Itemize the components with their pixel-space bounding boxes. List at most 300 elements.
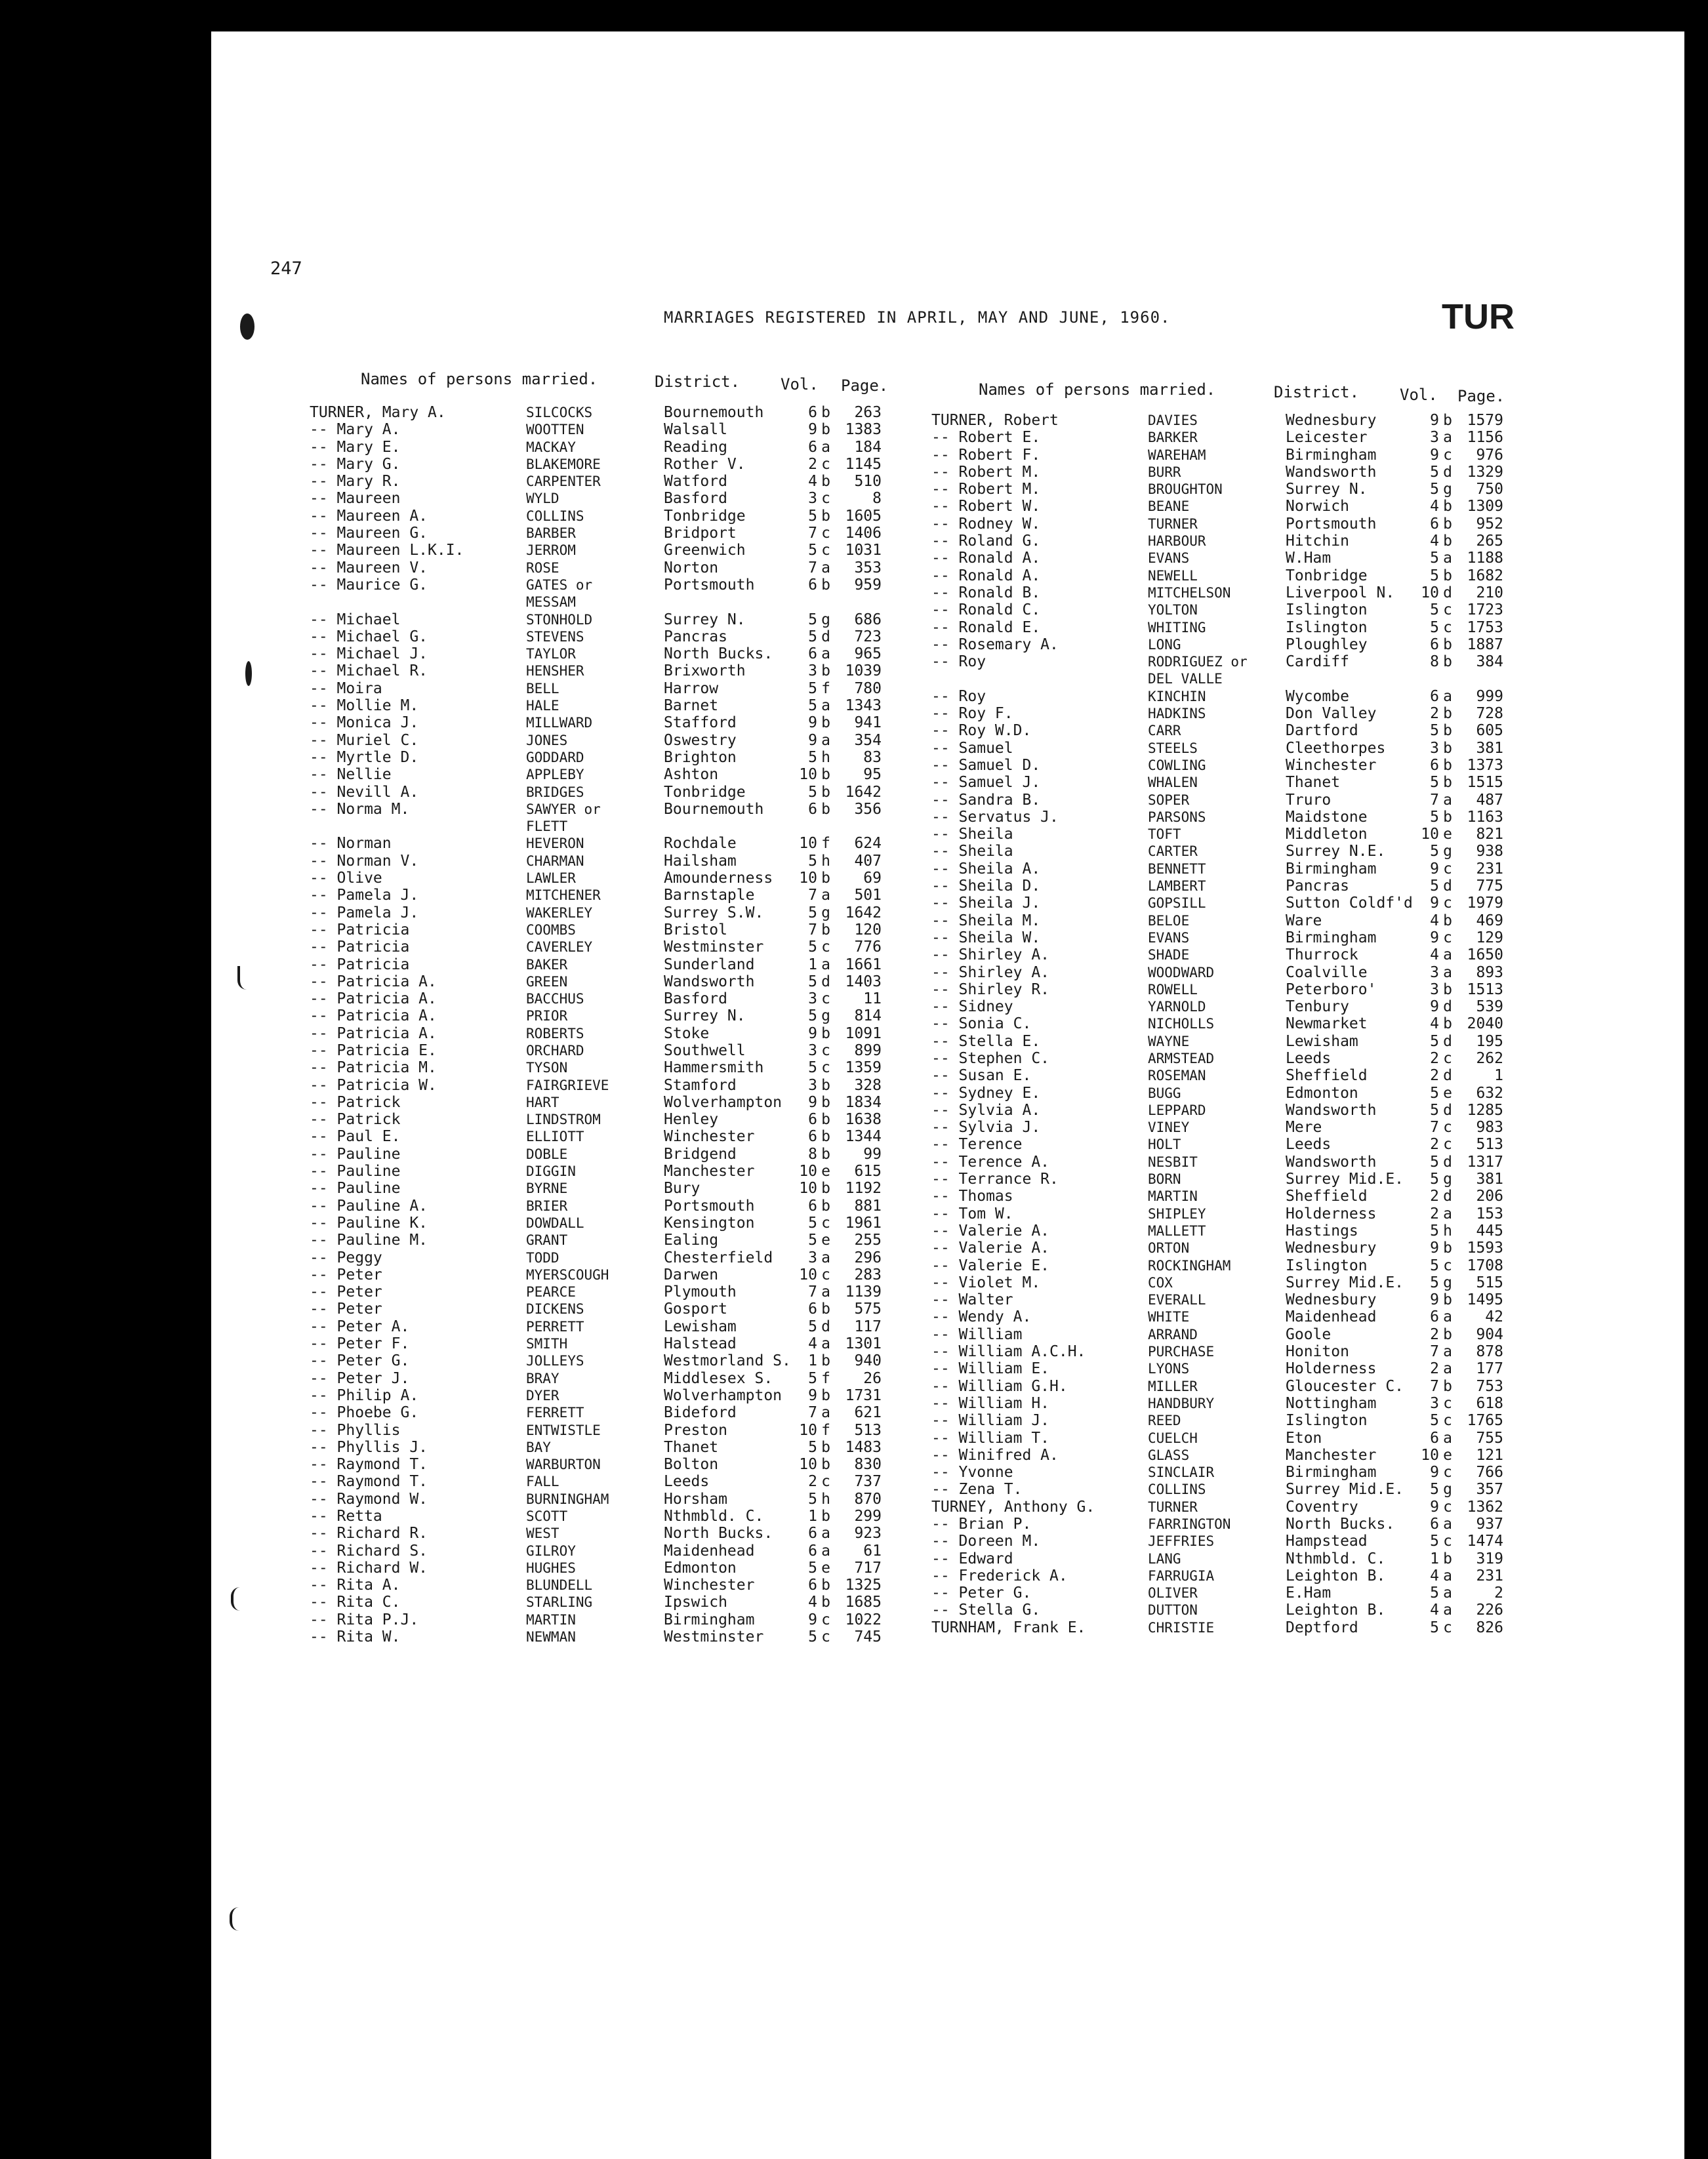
entry-page: 407 bbox=[854, 852, 882, 870]
entry-page: 1309 bbox=[1467, 498, 1503, 515]
entry-name: -- Valerie A. bbox=[931, 1240, 1050, 1257]
entry-volume: 10 bbox=[799, 1456, 817, 1474]
entry-volume: 9 bbox=[808, 1093, 817, 1111]
entry-volume-part: b bbox=[1443, 636, 1452, 653]
entry-row bbox=[931, 1619, 1503, 1636]
entry-row bbox=[931, 601, 1503, 618]
entry-row bbox=[310, 1352, 882, 1369]
entry-volume: 5 bbox=[808, 1490, 817, 1508]
entry-volume: 9 bbox=[1430, 929, 1439, 946]
entry-name: -- Samuel J. bbox=[931, 774, 1041, 792]
entry-volume-part: b bbox=[1443, 1377, 1452, 1395]
entry-page: 1753 bbox=[1467, 618, 1503, 636]
entry-district: Norton bbox=[664, 559, 719, 576]
entry-spouse: TYSON bbox=[526, 1060, 568, 1076]
entry-volume: 5 bbox=[1430, 463, 1439, 481]
entry-page: 755 bbox=[1476, 1429, 1503, 1447]
entry-volume-part: b bbox=[1443, 705, 1452, 723]
entry-volume: 3 bbox=[1430, 1394, 1439, 1412]
entry-name: -- Maureen G. bbox=[310, 525, 428, 542]
entry-volume-part: a bbox=[821, 697, 830, 715]
entry-name: -- Frederick A. bbox=[931, 1567, 1068, 1584]
entry-name: -- Pauline M. bbox=[310, 1232, 428, 1249]
entry-name: -- Valerie E. bbox=[931, 1257, 1050, 1274]
entry-page: 265 bbox=[1476, 533, 1503, 550]
entry-district: Leicester bbox=[1286, 429, 1368, 447]
entry-spouse: HUGHES bbox=[526, 1560, 576, 1576]
entry-volume-part: a bbox=[821, 1335, 830, 1353]
entry-page: 1156 bbox=[1467, 429, 1503, 447]
entry-volume bbox=[788, 818, 817, 835]
entry-volume: 5 bbox=[1430, 1084, 1439, 1102]
entry-volume: 9 bbox=[1430, 446, 1439, 464]
entry-row bbox=[310, 973, 882, 990]
entry-spouse: LINDSTROM bbox=[526, 1112, 601, 1128]
entry-row bbox=[310, 576, 882, 594]
entry-spouse: BAY bbox=[526, 1439, 551, 1455]
entry-page: 1139 bbox=[845, 1283, 882, 1301]
entry-name: -- Stella E. bbox=[931, 1032, 1041, 1050]
entry-volume-part: c bbox=[1443, 929, 1452, 946]
entry-volume: 5 bbox=[1430, 550, 1439, 567]
entry-district bbox=[664, 818, 788, 835]
entry-volume-part: c bbox=[821, 1266, 830, 1283]
entry-volume: 5 bbox=[808, 628, 817, 645]
entry-district: Birmingham bbox=[1286, 929, 1377, 946]
entry-spouse: BACCHUS bbox=[526, 991, 584, 1007]
entry-volume-part: a bbox=[1443, 550, 1452, 567]
entry-spouse: CARR bbox=[1148, 723, 1181, 739]
entry-name: -- Pauline bbox=[310, 1180, 401, 1198]
entry-volume-part: e bbox=[1443, 1446, 1452, 1464]
entry-volume: 2 bbox=[1430, 1188, 1439, 1205]
entry-volume-part: f bbox=[821, 835, 830, 853]
entry-name: -- Roy W.D. bbox=[931, 722, 1032, 740]
entry-page: 940 bbox=[854, 1352, 882, 1370]
entry-name: TURNEY, Anthony G. bbox=[931, 1498, 1095, 1516]
entry-page: 195 bbox=[1476, 1032, 1503, 1050]
entry-district: Winchester bbox=[1286, 756, 1377, 774]
entry-volume: 10 bbox=[799, 1180, 817, 1198]
entry-row bbox=[310, 559, 882, 576]
entry-row bbox=[931, 1360, 1503, 1377]
entry-page: 445 bbox=[1476, 1222, 1503, 1240]
entry-district: Leighton B. bbox=[1286, 1602, 1386, 1619]
entry-row bbox=[310, 1594, 882, 1611]
entry-row bbox=[310, 404, 882, 421]
entry-row bbox=[931, 584, 1503, 601]
entry-district: Pancras bbox=[664, 628, 727, 645]
entry-volume: 2 bbox=[808, 455, 817, 473]
entry-page: 923 bbox=[854, 1525, 882, 1543]
entry-name: TURNHAM, Frank E. bbox=[931, 1619, 1086, 1636]
entry-district: Eton bbox=[1286, 1429, 1322, 1447]
entry-row bbox=[310, 1059, 882, 1076]
entry-volume: 6 bbox=[808, 438, 817, 456]
entry-volume-part: c bbox=[1443, 860, 1452, 878]
entry-name: -- Norma M. bbox=[310, 800, 410, 818]
entry-spouse: LYONS bbox=[1148, 1361, 1190, 1377]
entry-volume: 5 bbox=[1430, 722, 1439, 740]
entry-page: 775 bbox=[1476, 878, 1503, 895]
entry-district: Holderness bbox=[1286, 1360, 1377, 1378]
entry-volume: 6 bbox=[808, 1128, 817, 1146]
entry-row bbox=[931, 653, 1503, 670]
entry-page: 686 bbox=[854, 611, 882, 628]
entry-name: -- Ronald C. bbox=[931, 601, 1041, 619]
entry-name: -- Michael G. bbox=[310, 628, 428, 645]
entry-volume-part: b bbox=[1443, 980, 1452, 998]
entry-row bbox=[931, 1326, 1503, 1343]
entry-volume-part: c bbox=[1443, 1464, 1452, 1482]
entry-volume: 10 bbox=[1421, 584, 1439, 601]
entry-volume-part: e bbox=[1443, 826, 1452, 843]
entry-page: 1605 bbox=[845, 507, 882, 525]
entry-district: Watford bbox=[664, 473, 727, 491]
entry-page: 1406 bbox=[845, 525, 882, 542]
entry-spouse: CHARMAN bbox=[526, 853, 584, 869]
entry-district: Wycombe bbox=[1286, 687, 1349, 705]
entry-row bbox=[310, 904, 882, 921]
entry-spouse: MACKAY bbox=[526, 439, 576, 455]
entry-row bbox=[931, 412, 1503, 429]
entry-row bbox=[931, 1550, 1503, 1567]
entry-page: 1022 bbox=[845, 1611, 882, 1628]
entry-district: Don Valley bbox=[1286, 705, 1377, 723]
page-number: 247 bbox=[270, 258, 302, 279]
entry-name: -- Ronald A. bbox=[931, 567, 1041, 584]
entry-name: -- Raymond T. bbox=[310, 1473, 428, 1491]
entry-row bbox=[931, 1085, 1503, 1102]
entry-volume-part: a bbox=[1443, 1584, 1452, 1602]
entry-district: Basford bbox=[664, 490, 727, 508]
entry-spouse: STONHOLD bbox=[526, 611, 593, 628]
entry-volume: 4 bbox=[1430, 498, 1439, 515]
entry-volume: 10 bbox=[1421, 826, 1439, 843]
entry-volume-part: b bbox=[1443, 412, 1452, 429]
entry-district: Leighton B. bbox=[1286, 1567, 1386, 1584]
entry-page: 61 bbox=[863, 1542, 882, 1560]
entry-volume-part: a bbox=[821, 956, 830, 973]
entry-row bbox=[931, 705, 1503, 722]
entry-district: North Bucks. bbox=[664, 1525, 773, 1543]
entry-name: -- Robert E. bbox=[931, 429, 1041, 447]
entry-row bbox=[310, 766, 882, 783]
entry-name: -- Sheila J. bbox=[931, 895, 1041, 912]
entry-volume-part: d bbox=[1443, 878, 1452, 895]
entry-page: 1285 bbox=[1467, 1101, 1503, 1119]
entry-row bbox=[931, 1584, 1503, 1602]
entry-spouse: ROWELL bbox=[1148, 981, 1198, 998]
entry-district: Reading bbox=[664, 438, 727, 456]
entry-district: Preston bbox=[664, 1421, 727, 1439]
entry-page: 83 bbox=[863, 748, 882, 766]
entry-spouse: COOMBS bbox=[526, 921, 576, 938]
entry-volume-part: b bbox=[821, 1197, 830, 1215]
entry-row bbox=[931, 636, 1503, 653]
entry-page: 1383 bbox=[845, 421, 882, 439]
entry-spouse: CUELCH bbox=[1148, 1430, 1198, 1446]
entry-spouse: MILLWARD bbox=[526, 715, 593, 731]
entry-spouse: EVERALL bbox=[1148, 1292, 1206, 1308]
entry-row bbox=[310, 1128, 882, 1145]
entry-district: Stafford bbox=[664, 714, 737, 732]
entry-spouse: MARTIN bbox=[526, 1611, 576, 1628]
entry-row bbox=[310, 1628, 882, 1645]
entry-page: 2 bbox=[1494, 1584, 1503, 1602]
entry-spouse: DEL VALLE bbox=[1148, 671, 1223, 687]
entries-column-left bbox=[310, 404, 882, 1645]
entry-spouse: VINEY bbox=[1148, 1120, 1190, 1136]
entry-volume: 5 bbox=[808, 904, 817, 921]
entry-volume-part bbox=[1439, 670, 1456, 687]
entry-name: -- Mary G. bbox=[310, 455, 401, 473]
entry-page: 618 bbox=[1476, 1394, 1503, 1412]
entry-name bbox=[310, 594, 526, 611]
entry-volume-part: b bbox=[1443, 722, 1452, 740]
entry-district: Portsmouth bbox=[664, 576, 755, 594]
entry-name: -- William bbox=[931, 1325, 1023, 1343]
entry-volume: 10 bbox=[1421, 1446, 1439, 1464]
entry-page: 510 bbox=[854, 473, 882, 491]
entry-district: Bristol bbox=[664, 921, 727, 938]
entry-volume-part: b bbox=[1443, 653, 1452, 671]
entry-name: -- Myrtle D. bbox=[310, 748, 419, 766]
entry-district: Ipswich bbox=[664, 1594, 727, 1611]
entry-volume: 9 bbox=[1430, 1291, 1439, 1309]
entry-volume-part: c bbox=[1443, 601, 1452, 619]
entry-name: -- Richard S. bbox=[310, 1542, 428, 1560]
entry-spouse: STEELS bbox=[1148, 740, 1198, 756]
entry-district: Middleton bbox=[1286, 826, 1368, 843]
entry-spouse: ORTON bbox=[1148, 1240, 1190, 1257]
entry-row bbox=[931, 1602, 1503, 1619]
entry-page: 1708 bbox=[1467, 1257, 1503, 1274]
entry-spouse: BENNETT bbox=[1148, 860, 1206, 877]
entry-volume: 2 bbox=[1430, 1049, 1439, 1067]
entry-volume-part: h bbox=[821, 852, 830, 870]
entry-page: 1192 bbox=[845, 1180, 882, 1198]
entry-district: Liverpool N. bbox=[1286, 584, 1395, 601]
entry-spouse: COWLING bbox=[1148, 757, 1206, 773]
entry-volume: 1 bbox=[808, 1352, 817, 1370]
entry-district: Winchester bbox=[664, 1577, 755, 1594]
entry-volume: 5 bbox=[808, 783, 817, 801]
entry-row bbox=[931, 998, 1503, 1015]
entry-name: -- Patricia bbox=[310, 921, 410, 938]
entry-volume-part: e bbox=[821, 1163, 830, 1180]
entry-row bbox=[310, 1318, 882, 1335]
entry-name: -- Sylvia J. bbox=[931, 1119, 1041, 1137]
entry-page: 1731 bbox=[845, 1386, 882, 1404]
entry-volume-part: b bbox=[821, 1386, 830, 1404]
entry-name: -- Mary A. bbox=[310, 421, 401, 439]
entry-page: 776 bbox=[854, 938, 882, 956]
entry-spouse: WEST bbox=[526, 1525, 559, 1542]
punch-hole bbox=[245, 661, 252, 686]
entry-name: -- Walter bbox=[931, 1291, 1013, 1309]
entry-page: 1329 bbox=[1467, 463, 1503, 481]
entry-district: Mere bbox=[1286, 1119, 1322, 1137]
entry-row bbox=[310, 818, 882, 835]
entry-spouse: PURCHASE bbox=[1148, 1344, 1215, 1360]
entry-district: Wednesbury bbox=[1286, 1240, 1377, 1257]
entry-page: 937 bbox=[1476, 1516, 1503, 1533]
entry-volume-part: c bbox=[821, 1214, 830, 1232]
entry-name: -- Peter G. bbox=[310, 1352, 410, 1370]
entry-name: -- Pauline bbox=[310, 1145, 401, 1163]
entry-volume: 6 bbox=[1430, 636, 1439, 653]
entry-row bbox=[931, 1499, 1503, 1516]
entry-volume-part: b bbox=[1443, 756, 1452, 774]
entry-volume-part: b bbox=[821, 714, 830, 732]
entry-page: 1 bbox=[1494, 1067, 1503, 1085]
entry-row bbox=[310, 1042, 882, 1059]
entry-volume-part bbox=[817, 818, 834, 835]
entry-district: Gloucester C. bbox=[1286, 1377, 1404, 1395]
entry-volume-part: b bbox=[821, 404, 830, 421]
entry-volume-part: a bbox=[1443, 946, 1452, 964]
entry-district: Norwich bbox=[1286, 498, 1349, 515]
entry-district: Thurrock bbox=[1286, 946, 1358, 964]
entry-volume-part: b bbox=[821, 1180, 830, 1198]
entry-district: Brixworth bbox=[664, 662, 746, 680]
entry-name: -- Patricia bbox=[310, 956, 410, 973]
entry-volume-part: g bbox=[1443, 1171, 1452, 1188]
entry-volume: 4 bbox=[808, 473, 817, 491]
entry-spouse: HEVERON bbox=[526, 836, 584, 852]
entry-volume: 5 bbox=[1430, 567, 1439, 584]
entry-spouse: FAIRGRIEVE bbox=[526, 1077, 609, 1093]
entry-name: -- Sydney E. bbox=[931, 1084, 1041, 1102]
entry-spouse: HENSHER bbox=[526, 663, 584, 679]
entry-spouse: BELOE bbox=[1148, 912, 1190, 929]
entry-district: Manchester bbox=[1286, 1446, 1377, 1464]
entry-row bbox=[310, 680, 882, 697]
entry-volume: 7 bbox=[808, 887, 817, 904]
entry-row bbox=[310, 1215, 882, 1232]
entry-row bbox=[310, 853, 882, 870]
entry-district: Wolverhampton bbox=[664, 1386, 783, 1404]
entry-page: 615 bbox=[854, 1163, 882, 1180]
entry-spouse: WAREHAM bbox=[1148, 447, 1206, 463]
entry-volume: 6 bbox=[1430, 1429, 1439, 1447]
entry-volume-part: c bbox=[821, 490, 830, 508]
entry-district: Wandsworth bbox=[1286, 1153, 1377, 1171]
entry-spouse: WARBURTON bbox=[526, 1457, 601, 1473]
entry-spouse: HADKINS bbox=[1148, 706, 1206, 722]
entry-volume-part: c bbox=[821, 938, 830, 956]
entry-district: Darwen bbox=[664, 1266, 719, 1283]
entry-volume: 6 bbox=[808, 1525, 817, 1543]
entry-page: 255 bbox=[854, 1232, 882, 1249]
entry-page: 870 bbox=[854, 1490, 882, 1508]
entry-row bbox=[310, 1456, 882, 1473]
entry-district: Surrey N. bbox=[664, 611, 746, 628]
entry-district bbox=[1286, 670, 1410, 687]
entry-district: Hailsham bbox=[664, 852, 737, 870]
entry-name: -- Wendy A. bbox=[931, 1308, 1032, 1326]
entry-volume-part: a bbox=[1443, 1205, 1452, 1222]
entry-row bbox=[931, 1464, 1503, 1481]
entry-volume-part: f bbox=[821, 1421, 830, 1439]
entry-volume-part: b bbox=[1443, 498, 1452, 515]
entry-page: 723 bbox=[854, 628, 882, 645]
entry-spouse: GILROY bbox=[526, 1543, 576, 1559]
entry-district: Bournemouth bbox=[664, 404, 764, 421]
entry-name: -- Stella G. bbox=[931, 1602, 1041, 1619]
entry-row bbox=[931, 1188, 1503, 1205]
entry-row bbox=[310, 439, 882, 456]
entry-district: Sutton Coldf'd bbox=[1286, 895, 1413, 912]
entry-name: -- Rodney W. bbox=[931, 515, 1041, 533]
entry-district: Wandsworth bbox=[1286, 1101, 1377, 1119]
entry-volume-part: d bbox=[1443, 998, 1452, 1016]
entry-volume-part: b bbox=[821, 870, 830, 887]
entry-name: -- Maureen L.K.I. bbox=[310, 542, 464, 559]
entry-name: -- Phyllis bbox=[310, 1421, 401, 1439]
entry-row bbox=[931, 1567, 1503, 1584]
entry-district: Barnstaple bbox=[664, 887, 755, 904]
entry-row bbox=[310, 456, 882, 473]
entry-volume: 5 bbox=[1430, 1032, 1439, 1050]
entry-page: 893 bbox=[1476, 963, 1503, 981]
entry-page: 1579 bbox=[1467, 412, 1503, 429]
entry-row bbox=[310, 990, 882, 1007]
entry-district: Henley bbox=[664, 1111, 719, 1129]
entry-row bbox=[931, 1430, 1503, 1447]
entry-row bbox=[931, 912, 1503, 929]
entry-page: 965 bbox=[854, 645, 882, 663]
entry-page: 983 bbox=[1476, 1119, 1503, 1137]
entry-name: -- Edward bbox=[931, 1550, 1013, 1567]
entry-volume-part: b bbox=[1443, 808, 1452, 826]
entry-spouse: JONES bbox=[526, 732, 568, 748]
entry-volume-part: e bbox=[821, 1559, 830, 1577]
entry-volume-part: d bbox=[821, 628, 830, 645]
entry-page: 513 bbox=[1476, 1136, 1503, 1154]
entry-page: 539 bbox=[1476, 998, 1503, 1016]
entry-page: 1515 bbox=[1467, 774, 1503, 792]
entry-volume: 5 bbox=[808, 852, 817, 870]
entry-spouse: PARSONS bbox=[1148, 809, 1206, 825]
entry-spouse: FARRUGIA bbox=[1148, 1567, 1215, 1584]
entry-name: -- Shirley A. bbox=[931, 963, 1050, 981]
entry-volume-part: g bbox=[1443, 843, 1452, 860]
entry-name: -- Rita C. bbox=[310, 1594, 401, 1611]
entry-volume: 6 bbox=[808, 1197, 817, 1215]
entry-spouse: NEWMAN bbox=[526, 1629, 576, 1645]
entry-page: 1362 bbox=[1467, 1498, 1503, 1516]
entry-volume bbox=[1410, 670, 1439, 687]
entry-spouse: STEVENS bbox=[526, 628, 584, 645]
entry-name: -- Stephen C. bbox=[931, 1049, 1050, 1067]
entry-name: -- Michael R. bbox=[310, 662, 428, 680]
entry-district: Islington bbox=[1286, 601, 1368, 619]
entry-volume: 4 bbox=[1430, 946, 1439, 964]
entry-volume-part: c bbox=[1443, 1533, 1452, 1550]
entry-name: -- Ronald A. bbox=[931, 550, 1041, 567]
entry-page: 766 bbox=[1476, 1464, 1503, 1482]
entry-volume-part: a bbox=[821, 1542, 830, 1560]
entry-name: -- William T. bbox=[931, 1429, 1050, 1447]
entry-volume-part: a bbox=[1443, 687, 1452, 705]
entry-volume: 4 bbox=[1430, 1015, 1439, 1033]
entry-name: -- Zena T. bbox=[931, 1481, 1023, 1499]
entry-spouse: WYLD bbox=[526, 491, 559, 507]
entry-volume: 9 bbox=[808, 421, 817, 439]
entry-row bbox=[931, 688, 1503, 705]
